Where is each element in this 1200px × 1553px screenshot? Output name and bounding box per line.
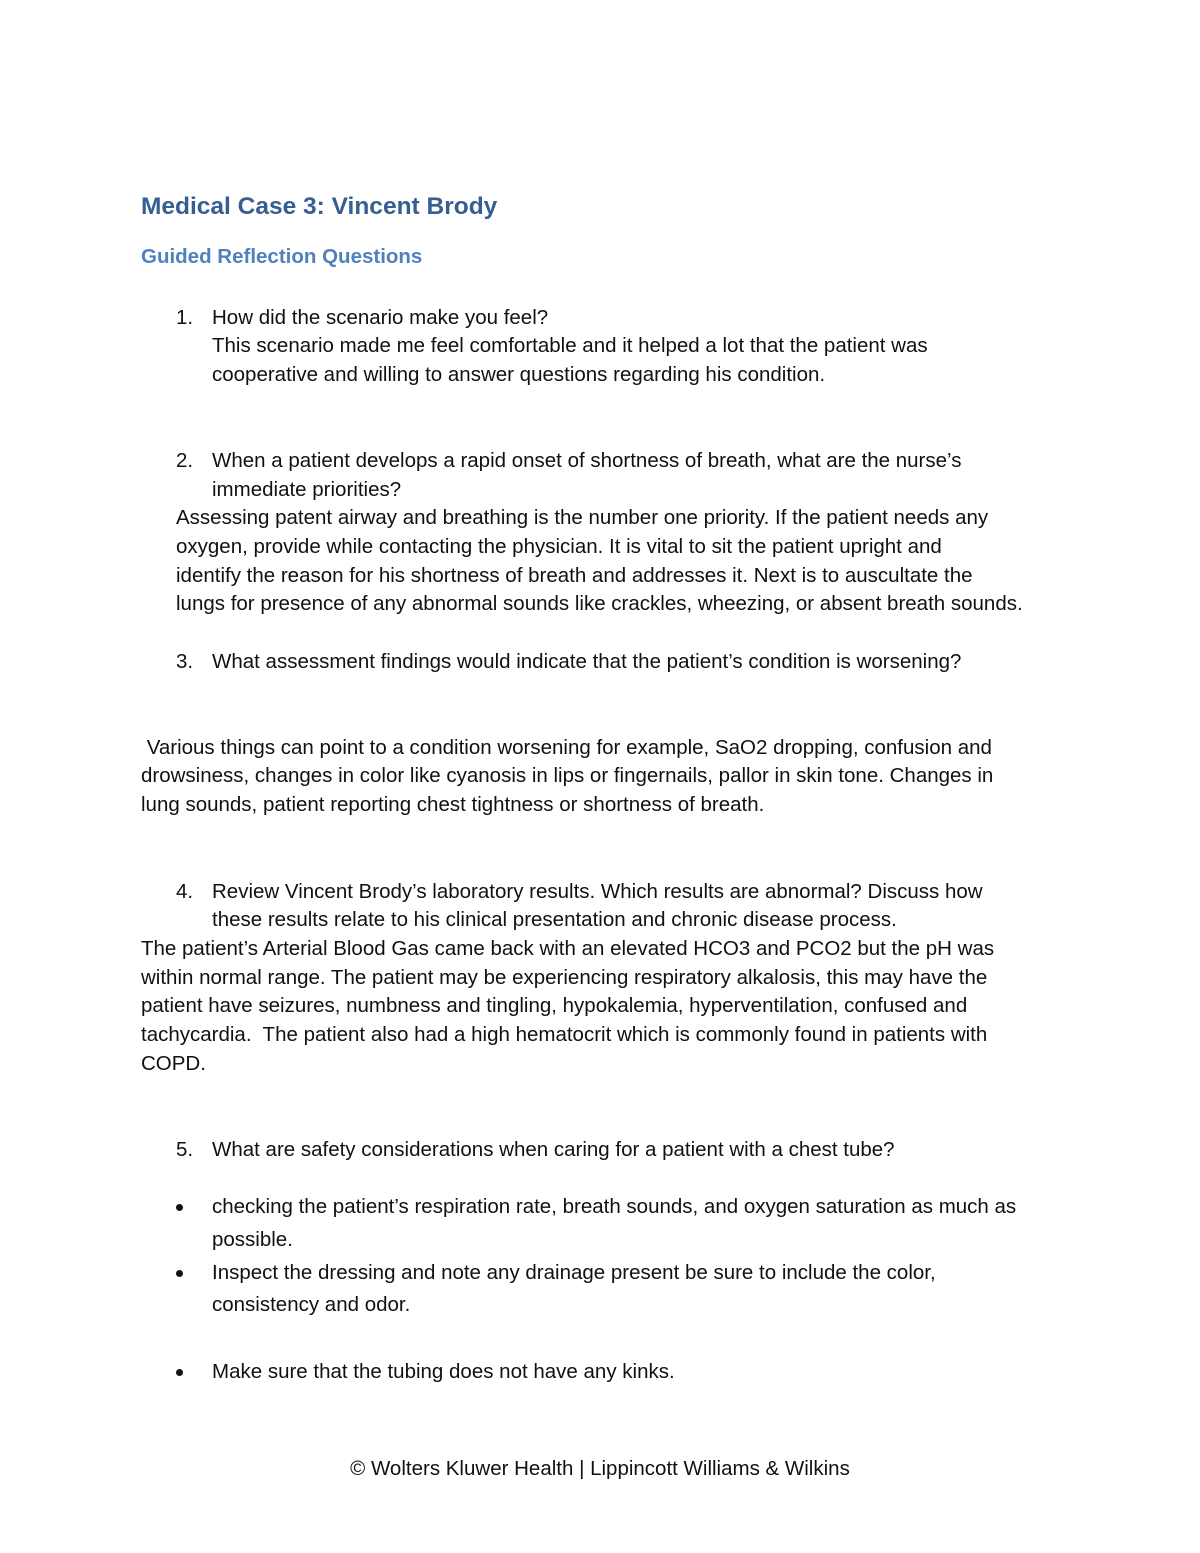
question-text: What assessment findings would indicate that the patient’s condition is worsening? xyxy=(212,650,962,673)
page-footer: © Wolters Kluwer Health | Lippincott Williams & Wilkins xyxy=(350,1457,850,1480)
answer-line: This scenario made me feel comfortable and it helped a lot that the patient was xyxy=(212,334,928,357)
bullet-line: Inspect the dressing and note any drainage present be sure to include the color, xyxy=(212,1261,936,1284)
answer-line: Various things can point to a condition worsening for example, SaO2 dropping, confusion and xyxy=(141,736,992,759)
answer-line: drowsiness, changes in color like cyanosis in lips or fingernails, pallor in skin tone. Changes in xyxy=(141,764,994,787)
answer-line: patient have seizures, numbness and tingling, hypokalemia, hyperventilation, confused and xyxy=(141,994,968,1017)
bullet-line: Make sure that the tubing does not have any kinks. xyxy=(212,1360,675,1383)
question-number: 4. xyxy=(176,880,194,903)
question-text: immediate priorities? xyxy=(212,478,402,501)
bullet-icon xyxy=(176,1369,183,1376)
answer-line: oxygen, provide while contacting the physician. It is vital to sit the patient upright and xyxy=(176,535,942,558)
question-number: 2. xyxy=(176,449,194,472)
answer-line: COPD. xyxy=(141,1052,206,1075)
bullet-icon xyxy=(176,1270,183,1277)
answer-line: The patient’s Arterial Blood Gas came back with an elevated HCO3 and PCO2 but the pH was xyxy=(141,937,995,960)
answer-line: identify the reason for his shortness of breath and addresses it. Next is to auscultate the xyxy=(176,564,973,587)
question-number: 5. xyxy=(176,1138,194,1161)
bullet-icon xyxy=(176,1204,183,1211)
answer-line: Assessing patent airway and breathing is the number one priority. If the patient needs any xyxy=(176,506,989,529)
answer-line: lung sounds, patient reporting chest tightness or shortness of breath. xyxy=(141,793,765,816)
question-text: When a patient develops a rapid onset of shortness of breath, what are the nurse’s xyxy=(212,449,962,472)
answer-line: tachycardia. The patient also had a high hematocrit which is commonly found in patients with xyxy=(141,1023,988,1046)
bullet-line: possible. xyxy=(212,1228,293,1251)
bullet-line: consistency and odor. xyxy=(212,1293,411,1316)
question-number: 1. xyxy=(176,306,194,329)
question-text: How did the scenario make you feel? xyxy=(212,306,549,329)
question-text: these results relate to his clinical presentation and chronic disease process. xyxy=(212,908,897,931)
question-text: What are safety considerations when caring for a patient with a chest tube? xyxy=(212,1138,895,1161)
bullet-line: checking the patient’s respiration rate, breath sounds, and oxygen saturation as much as xyxy=(212,1195,1017,1218)
section-heading: Guided Reflection Questions xyxy=(141,245,423,268)
answer-line: lungs for presence of any abnormal sounds like crackles, wheezing, or absent breath sounds. xyxy=(176,592,1023,615)
question-text: Review Vincent Brody’s laboratory results. Which results are abnormal? Discuss how xyxy=(212,880,983,903)
answer-line: cooperative and willing to answer questions regarding his condition. xyxy=(212,363,826,386)
answer-line: within normal range. The patient may be experiencing respiratory alkalosis, this may have the xyxy=(141,966,988,989)
document-title: Medical Case 3: Vincent Brody xyxy=(141,193,498,220)
question-number: 3. xyxy=(176,650,194,673)
